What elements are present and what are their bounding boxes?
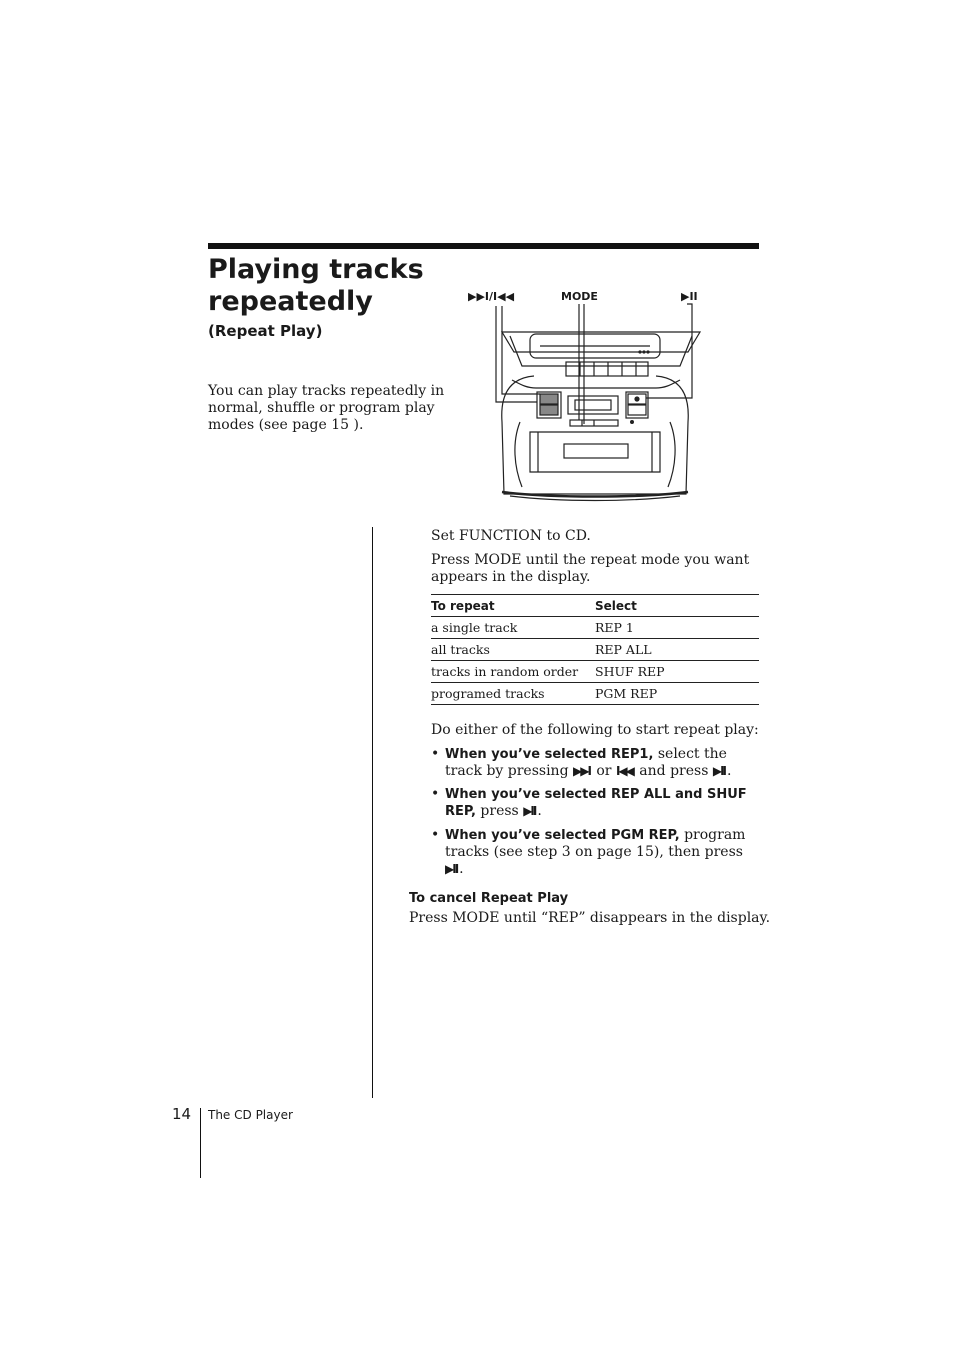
bullet-text: select the track by pressing <box>445 746 727 779</box>
bullet-mark: • <box>431 786 440 802</box>
bullet-rep-all <box>431 786 759 820</box>
cancel-heading: To cancel Repeat Play <box>409 891 569 906</box>
table-cell: a single track <box>431 620 518 635</box>
table-header-to-repeat: To repeat <box>431 598 495 613</box>
cancel-text: Press MODE until “REP” disappears in the display. <box>409 910 771 926</box>
intro-paragraph: You can play tracks repeatedly in normal, shuffle or program play modes (see page 15 ). <box>208 383 445 433</box>
table-row <box>431 660 759 682</box>
bullet-text: and press <box>634 763 713 779</box>
bullet-text: or <box>591 763 616 779</box>
bullet-mark: • <box>431 827 440 843</box>
cd-player-diagram <box>460 282 760 507</box>
bullet-period: . <box>727 763 732 779</box>
footer-rule <box>200 1108 201 1178</box>
table-cell: REP 1 <box>595 620 634 635</box>
table-row <box>431 638 759 660</box>
next-icon: ▶▶I <box>572 764 590 778</box>
table-cell: PGM REP <box>595 686 658 701</box>
bullet-heading: When you’ve selected REP ALL and SHUF REP, <box>445 787 747 819</box>
play-pause-icon: ▶II <box>445 862 458 876</box>
repeat-mode-table <box>431 594 759 705</box>
play-pause-button-label: ▶II <box>681 290 698 303</box>
page-title: Playing tracks repeatedly <box>208 254 424 317</box>
bullet-heading: When you’ve selected REP1, <box>445 747 654 762</box>
section-name: The CD Player <box>208 1108 293 1122</box>
bullet-rep1 <box>431 746 759 780</box>
step-2: Press MODE until the repeat mode you want appears in the display. <box>431 552 750 585</box>
table-row <box>431 682 759 705</box>
table-cell: tracks in random order <box>431 664 579 679</box>
table-cell: REP ALL <box>595 642 652 657</box>
cd-player-illustration <box>460 282 760 507</box>
bullet-text: program tracks (see step 3 on page 15), then press <box>445 827 746 860</box>
top-rule <box>208 243 759 249</box>
skip-button-label: ▶▶I/I◀◀ <box>468 290 515 303</box>
bullet-mark: • <box>431 746 440 762</box>
table-cell: SHUF REP <box>595 664 665 679</box>
table-header-select: Select <box>595 598 637 613</box>
bullet-period: . <box>537 803 542 819</box>
bullet-period: . <box>459 861 464 877</box>
play-pause-icon: ▶II <box>523 804 536 818</box>
bullet-text: press <box>475 803 524 819</box>
bullet-heading: When you’ve selected PGM REP, <box>445 828 680 843</box>
step-1: Set FUNCTION to CD. <box>431 528 591 544</box>
bullet-pgm-rep <box>431 827 759 878</box>
mode-button-label: MODE <box>561 290 598 303</box>
page-number: 14 <box>172 1105 192 1123</box>
page-subtitle: (Repeat Play) <box>208 322 323 340</box>
table-header-row <box>431 594 759 616</box>
table-row <box>431 616 759 638</box>
start-intro: Do either of the following to start repeat play: <box>431 722 759 738</box>
table-cell: programed tracks <box>431 686 545 701</box>
play-pause-icon: ▶II <box>712 764 726 778</box>
table-cell: all tracks <box>431 642 490 657</box>
prev-icon: I◀◀ <box>615 764 633 778</box>
left-column-rule <box>372 527 373 1098</box>
